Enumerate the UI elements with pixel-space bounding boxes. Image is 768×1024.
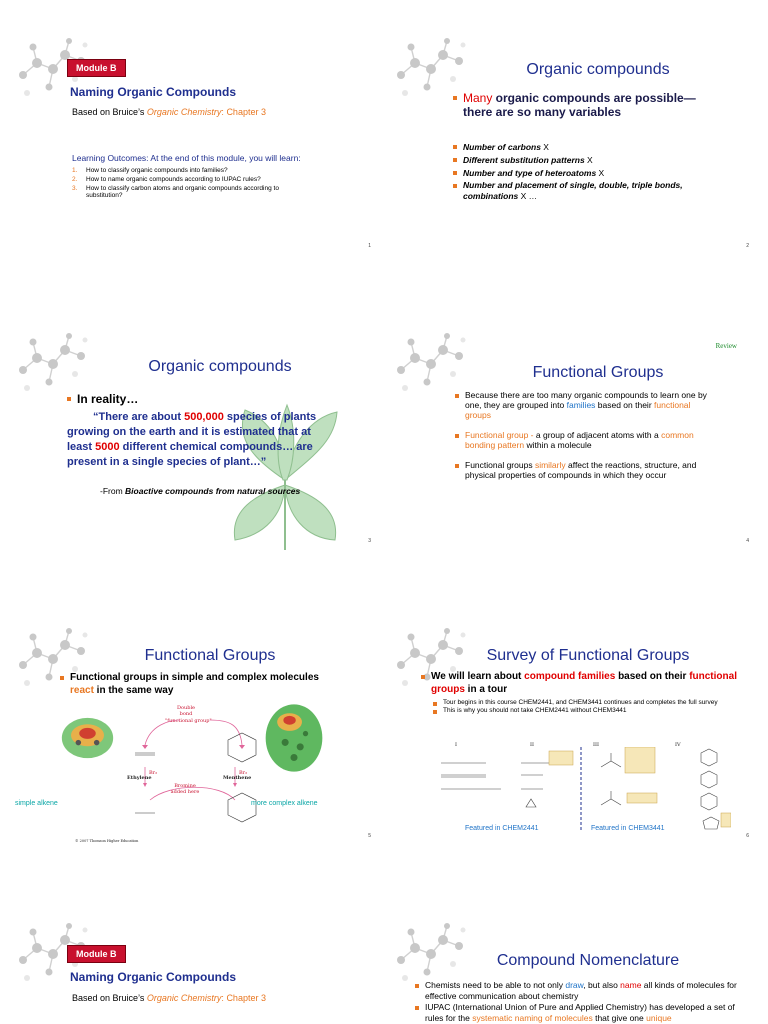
page-number: 2 [746, 243, 749, 249]
slide-6 [393, 625, 753, 845]
ethylene-model-icon [60, 715, 115, 761]
list-item: We will learn about compound families based on their functional groups in a tour [421, 670, 741, 696]
list-item: IUPAC (International Union of Pure and Applied Chemistry) has developed a set of rules for the systematic naming of molecules that give one unique [415, 1002, 745, 1024]
bullet-list [421, 670, 741, 696]
br2-label-2: Br₂ [239, 770, 248, 776]
bullet-list [60, 671, 330, 697]
featured-chem3441-label: Featured in CHEM3441 [591, 825, 665, 832]
list-item: 1. How to classify organic compounds into families? [72, 167, 228, 174]
list-item: Number and placement of single, double, triple bonds, combinations X … [453, 180, 683, 202]
br2-label-1: Br₂ [149, 770, 158, 776]
list-item: Many organic compounds are possible—there are so many variables [453, 91, 723, 119]
slide-title: Naming Organic Compounds [70, 85, 237, 99]
slide-title: Functional Groups [144, 647, 276, 664]
column-header-i: I [455, 742, 457, 748]
list-item: Because there are too many organic compounds to learn one by one, they are grouped into families based on their functional groups [455, 390, 715, 420]
menthene-label: Menthene [223, 775, 252, 781]
list-item: 3. How to classify carbon atoms and organic compounds according to substitution? [72, 185, 279, 199]
bromine-added-label: Bromine added here [170, 783, 200, 795]
list-item: Functional group - a group of adjacent atoms with a common bonding pattern within a molecule [455, 430, 715, 450]
learning-outcomes-heading: Learning Outcomes: At the end of this module, you will learn: [72, 153, 301, 163]
complex-alkene-label: more complex alkene [251, 800, 318, 807]
list-item: 2. How to name organic compounds according to IUPAC rules? [72, 176, 261, 183]
slide-8 [393, 920, 753, 1024]
page-number: 4 [746, 538, 749, 544]
list-item: Chemists need to be able to not only draw, but also name all kinds of molecules for effective communication about chemistry [415, 980, 745, 1002]
slide-5 [15, 625, 375, 845]
slide-title: Functional Groups [532, 364, 664, 381]
list-item: Number of carbons X [453, 141, 683, 154]
column-header-iv: IV [675, 742, 681, 748]
slide-title: Organic compounds [526, 61, 670, 78]
bullet-list [453, 91, 723, 119]
page-number: 1 [368, 243, 371, 249]
variables-list [453, 141, 683, 202]
copyright-text: © 2007 Thomson Higher Education [75, 839, 139, 843]
quote-source: -From Bioactive compounds from natural sources [100, 486, 301, 496]
slide-2 [393, 35, 753, 255]
featured-chem2441-label: Featured in CHEM2441 [465, 825, 539, 832]
list-item: Different substitution patterns X [453, 154, 683, 167]
page-number: 5 [368, 833, 371, 839]
module-badge: Module B [67, 59, 126, 77]
slide-title: Survey of Functional Groups [486, 647, 690, 664]
reaction-arrows-icon [110, 705, 310, 835]
slide-1 [15, 35, 375, 255]
slide-title: Compound Nomenclature [496, 952, 680, 969]
slide-7 [15, 920, 375, 1024]
bullet-list [415, 980, 745, 1024]
list-item: In reality… [67, 392, 138, 406]
bullet-list [67, 392, 138, 406]
list-item: Functional groups in simple and complex molecules react in the same way [60, 671, 330, 697]
simple-alkene-label: simple alkene [15, 800, 58, 807]
double-bond-label: Double bond [177, 705, 195, 717]
learning-outcomes-list [72, 167, 322, 201]
slide-subtitle: Based on Bruice’s Organic Chemistry: Chapter 3 [72, 993, 266, 1003]
ethylene-label: Ethylene [127, 775, 152, 781]
list-item: Functional groups similarly affect the reactions, structure, and physical properties of compounds in which they occur [455, 460, 715, 480]
functional-groups-table-icon [431, 747, 731, 837]
list-item: Tour begins in this course CHEM2441, and CHEM3441 continues and completes the full survey [433, 699, 738, 707]
slide-title: Organic compounds [148, 358, 292, 375]
slide-3 [15, 330, 375, 550]
slide-4 [393, 330, 753, 550]
module-badge: Module B [67, 945, 126, 963]
list-item: This is why you should not take CHEM2441 without CHEM3441 [433, 707, 738, 715]
sub-bullet-list [433, 699, 738, 715]
list-item: Number and type of heteroatoms X [453, 167, 683, 180]
slide-title: Naming Organic Compounds [70, 970, 237, 984]
column-header-ii: II [530, 742, 534, 748]
column-header-iii: III [593, 742, 599, 748]
bullet-list [455, 390, 715, 480]
page-number: 6 [746, 833, 749, 839]
quote-text: “There are about 500,000 species of plants growing on the earth and it is estimated that at least 5000 different chemical compounds… are present in a single species of plant…” [67, 411, 317, 468]
review-label: Review [715, 342, 737, 350]
page-number: 3 [368, 538, 371, 544]
slide-subtitle: Based on Bruice’s Organic Chemistry: Chapter 3 [72, 107, 266, 117]
functional-group-label: "functional group" [165, 718, 212, 724]
